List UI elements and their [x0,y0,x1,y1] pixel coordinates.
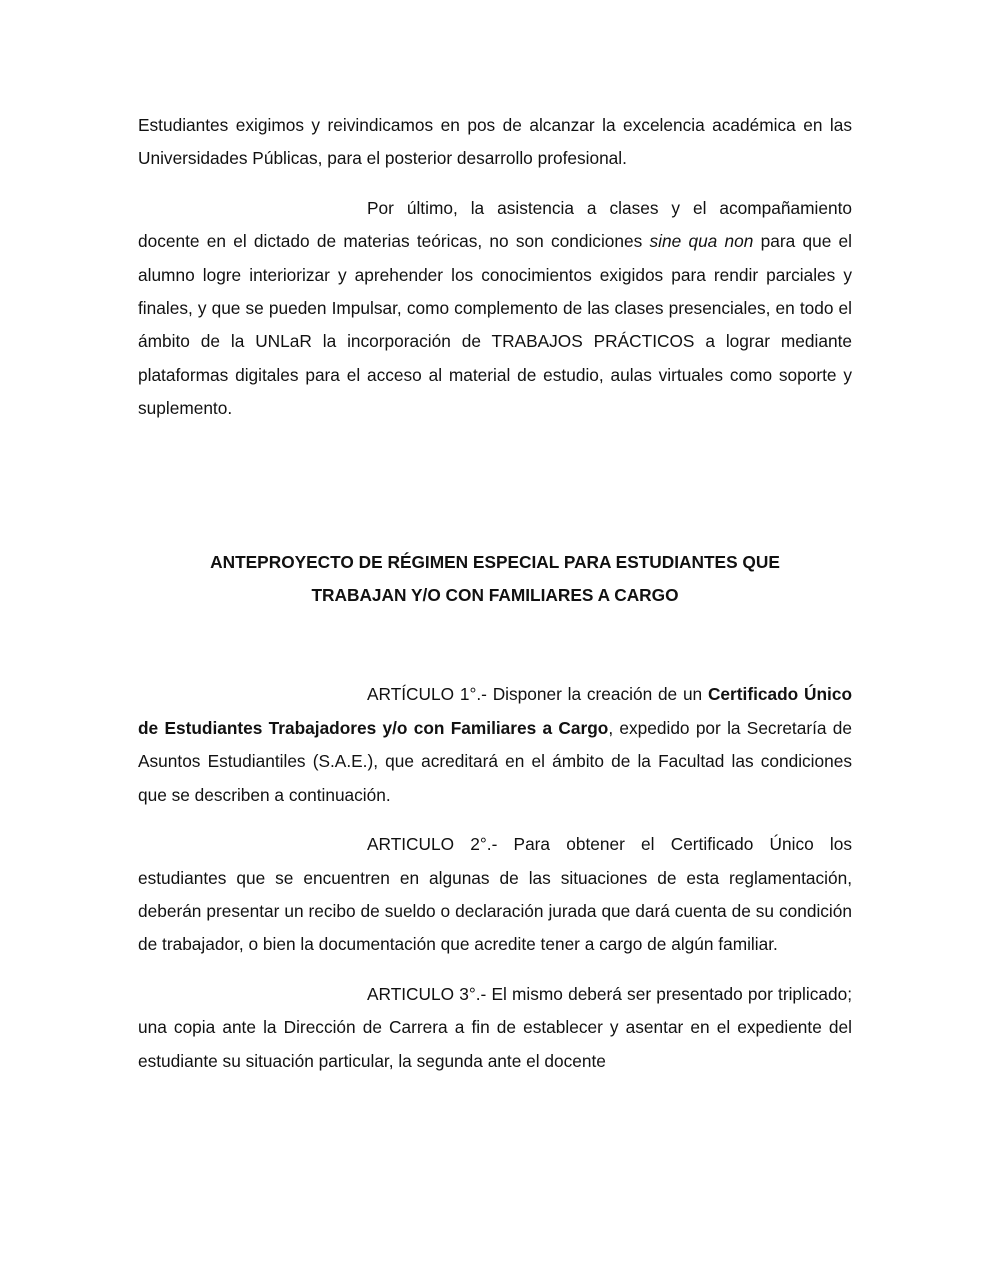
document-body [138,109,852,1094]
article-1 [138,678,852,812]
paragraph-attendance-text-b: para que el alumno logre interiorizar y aprehender los conocimientos exigidos para rendir parciales y finales, y que se pueden Impulsar, como complemento de las clases presenciales, en todo el ámbito de la UNLaR la incorporación de TRABAJOS PRÁCTICOS a lograr mediante plataformas digitales para el acceso al material de estudio, aulas virtuales como soporte y suplemento. [138,231,853,419]
article-3: ARTICULO 3°.- El mismo deberá ser presentado por triplicado; una copia ante la Dirección de Carrera a fin de establecer y asentar en el expediente del estudiante su situación particular, la segunda ante el docente [138,983,852,1071]
vertical-spacer [138,442,852,546]
article-1-text-b: , expedido por la Secretaría de Asuntos Estudiantiles (S.A.E.), que acreditará en el ámbito de la Facultad las condiciones que se describen a continuación. [138,717,853,805]
section-title-line-1: ANTEPROYECTO DE RÉGIMEN ESPECIAL PARA ESTUDIANTES QUE [210,551,780,572]
article-2: ARTICULO 2°.- Para obtener el Certificado Único los estudiantes que se encuentren en algunas de las situaciones de esta reglamentación, deberán presentar un recibo de sueldo o declaración jurada que dará cuenta de su condición de trabajador, o bien la documentación que acredite tener a cargo de algún familiar. [138,834,852,955]
section-title-line-2: TRABAJAN Y/O CON FAMILIARES A CARGO [311,585,679,606]
vertical-spacer [138,612,852,678]
paragraph-attendance-text-a: Por último, la asistencia a clases y el acompañamiento docente en el dictado de materias teóricas, no son condiciones [138,197,852,252]
paragraph-continuation: Estudiantes exigimos y reivindicamos en pos de alcanzar la excelencia académica en las Universidades Públicas, para el posterior desarrollo profesional. [138,115,852,169]
paragraph-attendance [138,192,852,426]
section-title [138,546,852,613]
article-1-text-a: ARTÍCULO 1°.- Disponer la creación de un [367,684,708,705]
latin-phrase: sine qua non [649,231,754,252]
certificate-name: Certificado Único de Estudiantes Trabajadores y/o con Familiares a Cargo [138,684,852,738]
